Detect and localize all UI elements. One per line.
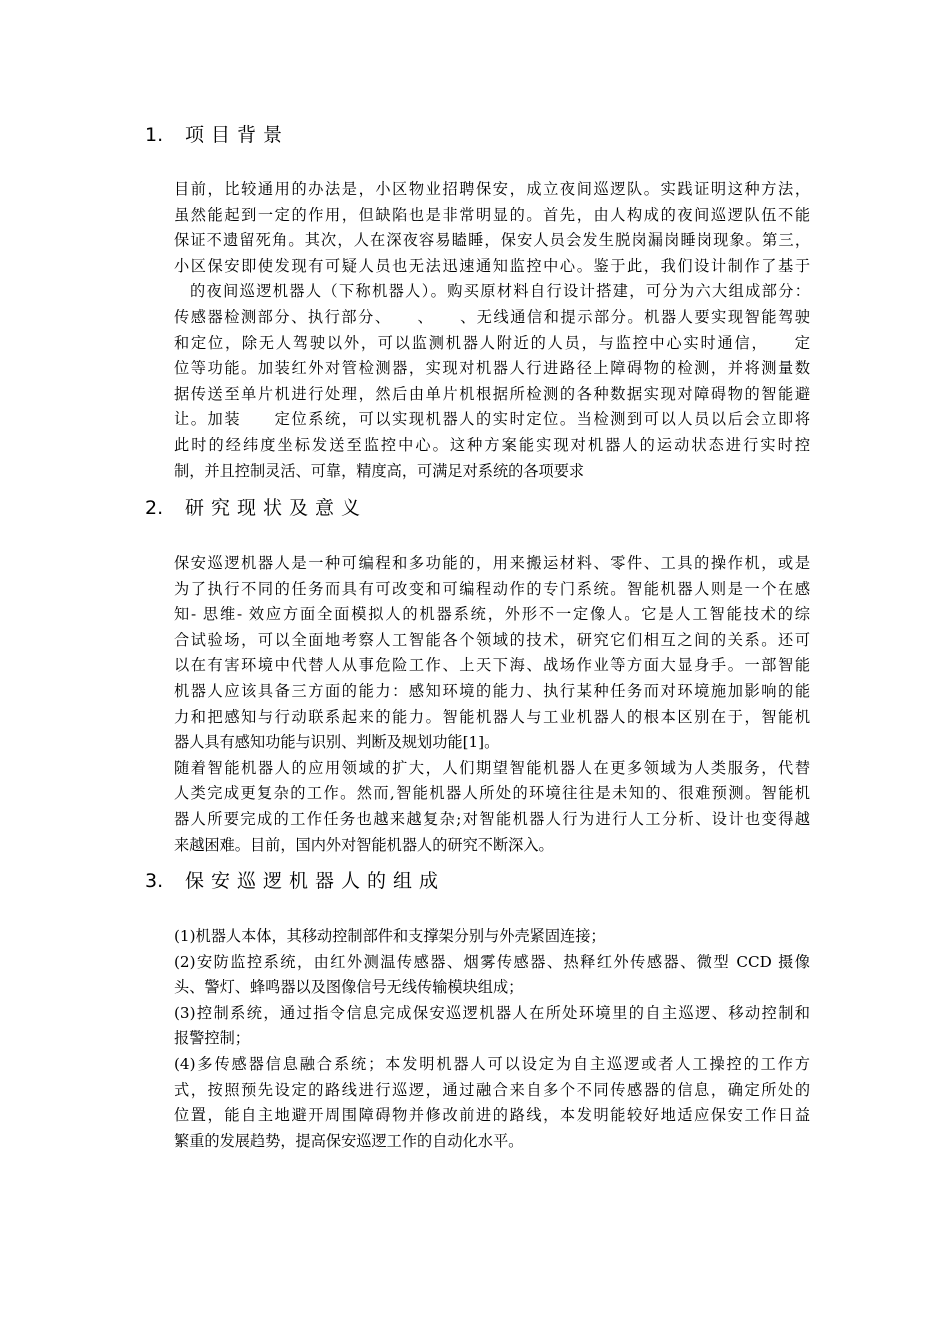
section-1-body: [174, 177, 810, 484]
section-1-line: 的夜间巡逻机器人（下称机器人）。购买原材料自行设计搭建，可分为六大组成部分：: [190, 282, 810, 301]
section-1-line: 小区保安即使发现有可疑人员也无法迅速通知监控中心。鉴于此，我们设计制作了基于: [174, 256, 810, 275]
section-3-body: [174, 924, 810, 1154]
section-1-line: 和定位，除无人驾驶以外，可以监测机器人附近的人员，与监控中心实时通信， 定: [174, 333, 810, 352]
section-2-line: 器人所要完成的工作任务也越来越复杂;对智能机器人行为进行人工分析、设计也变得越: [174, 809, 810, 828]
section-1-line: 虽然能起到一定的作用，但缺陷也是非常明显的。首先，由人构成的夜间巡逻队伍不能: [174, 205, 810, 224]
section-1-line: 目前，比较通用的办法是，小区物业招聘保安，成立夜间巡逻队。实践证明这种方法，: [174, 180, 810, 198]
section-2-line: 知- 思维- 效应方面全面模拟人的机器系统，外形不一定像人。它是人工智能技术的综: [174, 605, 810, 624]
section-1-line: 传感器检测部分、执行部分、 、 、无线通信和提示部分。机器人要实现智能驾驶: [174, 307, 810, 326]
section-1-number: 1.: [145, 124, 164, 146]
section-2-line: 来越困难。目前，国内外对智能机器人的研究不断深入。: [174, 835, 554, 854]
section-1-heading: [145, 121, 289, 149]
section-1-title: 项目背景: [185, 124, 290, 146]
section-2-line: 随着智能机器人的应用领域的扩大，人们期望智能机器人在更多领域为人类服务，代替: [174, 758, 810, 777]
section-1-line: 保证不遗留死角。其次，人在深夜容易瞌睡，保安人员会发生脱岗漏岗睡岗现象。第三，: [174, 231, 810, 250]
section-1-line: 位等功能。加装红外对管检测器，实现对机器人行进路径上障碍物的检测，并将测量数: [174, 359, 810, 378]
section-2-number: 2.: [145, 497, 164, 519]
section-3-heading: [145, 867, 445, 895]
section-1-line: 制，并且控制灵活、可靠，精度高，可满足对系统的各项要求: [174, 461, 585, 480]
section-3-line: (1)机器人本体，其移动控制部件和支撑架分别与外壳紧固连接；: [174, 927, 606, 945]
section-2-line: 器人具有感知功能与识别、判断及规划功能[1]。: [174, 733, 500, 752]
section-1-line: 此时的经纬度坐标发送至监控中心。这种方案能实现对机器人的运动状态进行实时控: [174, 435, 810, 454]
section-1-line: 据传送至单片机进行处理，然后由单片机根据所检测的各种数据实现对障碍物的智能避: [174, 384, 810, 403]
section-3-title: 保安巡逻机器人的组成: [185, 870, 446, 892]
section-2-title: 研究现状及意义: [185, 497, 368, 519]
section-3-line: 位置，能自主地避开周围障碍物并修改前进的路线，本发明能较好地适应保安工作日益: [174, 1106, 810, 1125]
section-2-line: 力和把感知与行动联系起来的能力。智能机器人与工业机器人的根本区别在于，智能机: [174, 707, 810, 726]
section-3-line: (2)安防监控系统，由红外测温传感器、烟雾传感器、热释红外传感器、微型 CCD 摄像: [174, 952, 810, 971]
section-3-line: 头、警灯、蜂鸣器以及图像信号无线传输模块组成；: [174, 978, 524, 997]
section-2-heading: [145, 494, 367, 522]
section-3-line: 报警控制；: [174, 1029, 250, 1048]
section-2-line: 合试验场，可以全面地考察人工智能各个领域的技术，研究它们相互之间的关系。还可: [174, 630, 810, 649]
section-2-line: 以在有害环境中代替人从事危险工作、上天下海、战场作业等方面大显身手。一部智能: [174, 656, 810, 675]
section-2-line: 保安巡逻机器人是一种可编程和多功能的，用来搬运材料、零件、工具的操作机，或是: [174, 554, 810, 572]
section-3-line: 式，按照预先设定的路线进行巡逻，通过融合来自多个不同传感器的信息，确定所处的: [174, 1080, 810, 1099]
section-3-number: 3.: [145, 870, 164, 892]
section-2-line: 人类完成更复杂的工作。然而,智能机器人所处的环境往往是未知的、很难预测。智能机: [174, 784, 810, 803]
section-2-line: 机器人应该具备三方面的能力：感知环境的能力、执行某种任务而对环境施加影响的能: [174, 681, 810, 700]
section-2-body: [174, 551, 810, 858]
section-3-line: (3)控制系统，通过指令信息完成保安巡逻机器人在所处环境里的自主巡逻、移动控制和: [174, 1003, 810, 1022]
section-1-line: 让。加装 定位系统，可以实现机器人的实时定位。当检测到可以人员以后会立即将: [174, 410, 810, 429]
section-3-line: 繁重的发展趋势，提高保安巡逻工作的自动化水平。: [174, 1131, 524, 1150]
section-2-line: 为了执行不同的任务而具有可改变和可编程动作的专门系统。智能机器人则是一个在感: [174, 579, 810, 598]
section-3-line: (4)多传感器信息融合系统；本发明机器人可以设定为自主巡逻或者人工操控的工作方: [174, 1054, 810, 1073]
